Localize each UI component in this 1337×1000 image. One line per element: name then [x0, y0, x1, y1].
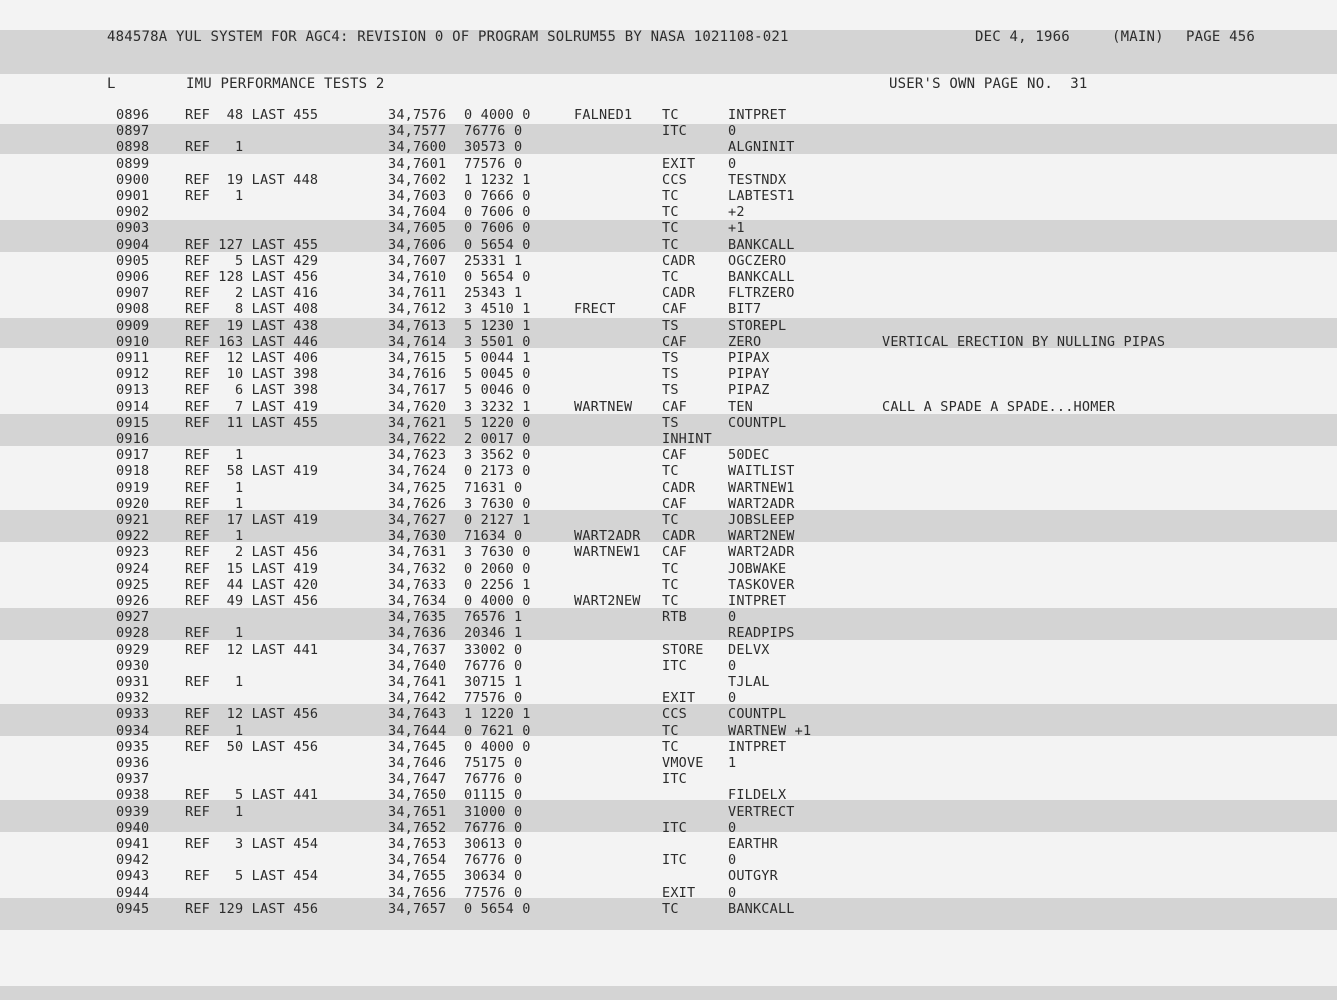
ref-info: REF 1: [185, 803, 244, 820]
ref-info: REF 10 LAST 398: [185, 366, 319, 383]
line-number: 0938: [116, 787, 150, 804]
operand: INTPRET: [728, 738, 787, 755]
operand: TEN: [728, 398, 753, 415]
opcode: TC: [662, 204, 679, 221]
octal-code: 0 4000 0: [464, 738, 531, 755]
ref-info: REF 6 LAST 398: [185, 382, 319, 399]
octal-code: 0 4000 0: [464, 107, 531, 123]
octal-code: 75175 0: [464, 755, 523, 771]
octal-code: 5 0044 1: [464, 350, 531, 366]
line-number: 0907: [116, 285, 150, 302]
opcode: TS: [662, 366, 679, 383]
address: 34,7646: [388, 755, 447, 771]
address: 34,7641: [388, 674, 447, 690]
opcode: EXIT: [662, 155, 696, 172]
line-number: 0941: [116, 836, 150, 852]
opcode: EXIT: [662, 884, 696, 901]
octal-code: 3 3562 0: [464, 447, 531, 464]
listing-section: (MAIN): [1112, 29, 1164, 45]
address: 34,7603: [388, 188, 447, 204]
address: 34,7656: [388, 884, 447, 901]
address: 34,7650: [388, 787, 447, 804]
octal-code: 77576 0: [464, 690, 523, 707]
ref-info: REF 44 LAST 420: [185, 576, 319, 593]
opcode: TS: [662, 350, 679, 366]
octal-code: 0 7621 0: [464, 722, 531, 739]
octal-code: 0 2173 0: [464, 463, 531, 480]
ref-info: REF 11 LAST 455: [185, 414, 319, 431]
line-number: 0928: [116, 625, 150, 642]
opcode: ITC: [662, 852, 687, 869]
line-number: 0915: [116, 414, 150, 431]
operand: INTPRET: [728, 593, 787, 609]
address: 34,7612: [388, 301, 447, 318]
octal-code: 1 1232 1: [464, 171, 531, 188]
line-number: 0914: [116, 398, 150, 415]
address: 34,7644: [388, 722, 447, 739]
opcode: CAF: [662, 544, 687, 561]
octal-code: 30573 0: [464, 139, 523, 156]
line-number: 0911: [116, 350, 150, 366]
ref-info: REF 1: [185, 625, 244, 642]
octal-code: 30634 0: [464, 868, 523, 885]
operand: 0: [728, 657, 737, 674]
operand: FILDELX: [728, 787, 787, 804]
ref-info: REF 163 LAST 446: [185, 333, 319, 350]
section-title: IMU PERFORMANCE TESTS 2: [186, 76, 385, 92]
address: 34,7605: [388, 220, 447, 237]
operand: STOREPL: [728, 317, 787, 334]
octal-code: 5 1220 0: [464, 414, 531, 431]
operand: ALGNINIT: [728, 139, 795, 156]
listing-header: 484578A YUL SYSTEM FOR AGC4: REVISION 0 OF PROGRAM SOLRUM55 BY NASA 1021108-021: [107, 29, 789, 45]
address: 34,7626: [388, 495, 447, 512]
octal-code: 0 4000 0: [464, 593, 531, 609]
address: 34,7614: [388, 333, 447, 350]
octal-code: 3 7630 0: [464, 495, 531, 512]
octal-code: 0 5654 0: [464, 236, 531, 253]
line-number: 0927: [116, 609, 150, 626]
operand: 0: [728, 123, 737, 140]
opcode: TC: [662, 722, 679, 739]
line-number: 0940: [116, 819, 150, 836]
operand: READPIPS: [728, 625, 795, 642]
address: 34,7577: [388, 123, 447, 140]
operand: TESTNDX: [728, 171, 787, 188]
operand: 0: [728, 852, 737, 869]
address: 34,7633: [388, 576, 447, 593]
comment: CALL A SPADE A SPADE...HOMER: [882, 398, 1116, 415]
address: 34,7601: [388, 155, 447, 172]
octal-code: 3 5501 0: [464, 333, 531, 350]
opcode: ITC: [662, 819, 687, 836]
opcode: CCS: [662, 706, 687, 723]
operand: WART2ADR: [728, 495, 795, 512]
line-number: 0943: [116, 868, 150, 885]
octal-code: 20346 1: [464, 625, 523, 642]
ref-info: REF 127 LAST 455: [185, 236, 319, 253]
opcode: ITC: [662, 657, 687, 674]
ref-info: REF 19 LAST 448: [185, 171, 319, 188]
line-number: 0917: [116, 447, 150, 464]
address: 34,7622: [388, 431, 447, 447]
listing-date: DEC 4, 1966: [975, 29, 1070, 45]
address: 34,7613: [388, 317, 447, 334]
ref-info: REF 17 LAST 419: [185, 512, 319, 528]
octal-code: 5 0046 0: [464, 382, 531, 399]
address: 34,7617: [388, 382, 447, 399]
opcode: TC: [662, 269, 679, 285]
opcode: CADR: [662, 252, 696, 269]
octal-code: 2 0017 0: [464, 431, 531, 447]
operand: INTPRET: [728, 107, 787, 123]
operand: COUNTPL: [728, 414, 787, 431]
octal-code: 01115 0: [464, 787, 523, 804]
operand: VERTRECT: [728, 803, 795, 820]
operand: DELVX: [728, 641, 770, 658]
ref-info: REF 5 LAST 429: [185, 252, 319, 269]
line-number: 0931: [116, 674, 150, 690]
line-number: 0897: [116, 123, 150, 140]
octal-code: 33002 0: [464, 641, 523, 658]
opcode: CCS: [662, 171, 687, 188]
address: 34,7602: [388, 171, 447, 188]
address: 34,7632: [388, 560, 447, 577]
opcode: ITC: [662, 771, 687, 788]
line-number: 0901: [116, 188, 150, 204]
ref-info: REF 1: [185, 674, 244, 690]
octal-code: 77576 0: [464, 155, 523, 172]
line-number: 0930: [116, 657, 150, 674]
symbol-label: FRECT: [574, 301, 616, 318]
operand: 0: [728, 609, 737, 626]
address: 34,7652: [388, 819, 447, 836]
ref-info: REF 8 LAST 408: [185, 301, 319, 318]
octal-code: 0 2256 1: [464, 576, 531, 593]
listing-flag: L: [107, 76, 116, 92]
octal-code: 0 7606 0: [464, 204, 531, 221]
operand: JOBSLEEP: [728, 512, 795, 528]
ref-info: REF 129 LAST 456: [185, 900, 319, 917]
line-number: 0932: [116, 690, 150, 707]
users-page-number: USER'S OWN PAGE NO. 31: [889, 76, 1088, 92]
operand: JOBWAKE: [728, 560, 787, 577]
operand: WART2ADR: [728, 544, 795, 561]
octal-code: 0 5654 0: [464, 900, 531, 917]
opcode: EXIT: [662, 690, 696, 707]
operand: PIPAY: [728, 366, 770, 383]
opcode: CAF: [662, 398, 687, 415]
operand: BIT7: [728, 301, 762, 318]
operand: EARTHR: [728, 836, 778, 852]
line-number: 0933: [116, 706, 150, 723]
ref-info: REF 50 LAST 456: [185, 738, 319, 755]
ref-info: REF 19 LAST 438: [185, 317, 319, 334]
operand: +1: [728, 220, 745, 237]
address: 34,7635: [388, 609, 447, 626]
line-number: 0913: [116, 382, 150, 399]
ref-info: REF 2 LAST 416: [185, 285, 319, 302]
octal-code: 71634 0: [464, 528, 523, 545]
opcode: TS: [662, 382, 679, 399]
opcode: VMOVE: [662, 755, 704, 771]
octal-code: 31000 0: [464, 803, 523, 820]
ref-info: REF 12 LAST 456: [185, 706, 319, 723]
ref-info: REF 128 LAST 456: [185, 269, 319, 285]
operand: TASKOVER: [728, 576, 795, 593]
operand: COUNTPL: [728, 706, 787, 723]
line-number: 0909: [116, 317, 150, 334]
address: 34,7647: [388, 771, 447, 788]
line-number: 0936: [116, 755, 150, 771]
line-number: 0919: [116, 479, 150, 496]
line-number: 0918: [116, 463, 150, 480]
line-number: 0904: [116, 236, 150, 253]
ref-info: REF 5 LAST 441: [185, 787, 319, 804]
symbol-label: WARTNEW1: [574, 544, 641, 561]
line-number: 0921: [116, 512, 150, 528]
line-number: 0910: [116, 333, 150, 350]
page-number: PAGE 456: [1186, 29, 1256, 45]
ref-info: REF 1: [185, 528, 244, 545]
ref-info: REF 7 LAST 419: [185, 398, 319, 415]
operand: OUTGYR: [728, 868, 778, 885]
operand: LABTEST1: [728, 188, 795, 204]
ref-info: REF 3 LAST 454: [185, 836, 319, 852]
address: 34,7620: [388, 398, 447, 415]
opcode: INHINT: [662, 431, 712, 447]
address: 34,7576: [388, 107, 447, 123]
operand: WARTNEW1: [728, 479, 795, 496]
opcode: STORE: [662, 641, 704, 658]
symbol-label: FALNED1: [574, 107, 633, 123]
address: 34,7645: [388, 738, 447, 755]
address: 34,7651: [388, 803, 447, 820]
octal-code: 1 1220 1: [464, 706, 531, 723]
ref-info: REF 58 LAST 419: [185, 463, 319, 480]
opcode: CADR: [662, 285, 696, 302]
octal-code: 76776 0: [464, 852, 523, 869]
opcode: TC: [662, 900, 679, 917]
opcode: TC: [662, 236, 679, 253]
operand: BANKCALL: [728, 269, 795, 285]
ref-info: REF 2 LAST 456: [185, 544, 319, 561]
octal-code: 0 7606 0: [464, 220, 531, 237]
address: 34,7653: [388, 836, 447, 852]
octal-code: 76776 0: [464, 123, 523, 140]
operand: 0: [728, 155, 737, 172]
octal-code: 3 7630 0: [464, 544, 531, 561]
line-number: 0939: [116, 803, 150, 820]
octal-code: 0 7666 0: [464, 188, 531, 204]
octal-code: 25331 1: [464, 252, 523, 269]
opcode: TC: [662, 576, 679, 593]
opcode: CAF: [662, 447, 687, 464]
line-number: 0923: [116, 544, 150, 561]
opcode: CADR: [662, 479, 696, 496]
octal-code: 3 3232 1: [464, 398, 531, 415]
octal-code: 5 0045 0: [464, 366, 531, 383]
operand: PIPAZ: [728, 382, 770, 399]
opcode: TS: [662, 317, 679, 334]
operand: FLTRZERO: [728, 285, 795, 302]
line-number: 0935: [116, 738, 150, 755]
octal-code: 3 4510 1: [464, 301, 531, 318]
address: 34,7610: [388, 269, 447, 285]
address: 34,7600: [388, 139, 447, 156]
address: 34,7623: [388, 447, 447, 464]
operand: WARTNEW +1: [728, 722, 812, 739]
ref-info: REF 1: [185, 722, 244, 739]
line-number: 0920: [116, 495, 150, 512]
address: 34,7611: [388, 285, 447, 302]
octal-code: 71631 0: [464, 479, 523, 496]
ref-info: REF 12 LAST 441: [185, 641, 319, 658]
address: 34,7643: [388, 706, 447, 723]
line-number: 0906: [116, 269, 150, 285]
octal-code: 0 2127 1: [464, 512, 531, 528]
ref-info: REF 49 LAST 456: [185, 593, 319, 609]
paper-band: [0, 986, 1337, 1000]
address: 34,7606: [388, 236, 447, 253]
address: 34,7607: [388, 252, 447, 269]
octal-code: 30715 1: [464, 674, 523, 690]
octal-code: 77576 0: [464, 884, 523, 901]
opcode: TC: [662, 593, 679, 609]
ref-info: REF 15 LAST 419: [185, 560, 319, 577]
operand: BANKCALL: [728, 900, 795, 917]
opcode: TC: [662, 107, 679, 123]
line-number: 0896: [116, 107, 150, 123]
line-number: 0926: [116, 593, 150, 609]
operand: 1: [728, 755, 737, 771]
opcode: CADR: [662, 528, 696, 545]
opcode: TC: [662, 188, 679, 204]
address: 34,7616: [388, 366, 447, 383]
operand: WART2NEW: [728, 528, 795, 545]
address: 34,7654: [388, 852, 447, 869]
line-number: 0912: [116, 366, 150, 383]
ref-info: REF 48 LAST 455: [185, 107, 319, 123]
line-number: 0900: [116, 171, 150, 188]
line-number: 0902: [116, 204, 150, 221]
opcode: TC: [662, 463, 679, 480]
line-number: 0924: [116, 560, 150, 577]
opcode: ITC: [662, 123, 687, 140]
line-number: 0922: [116, 528, 150, 545]
octal-code: 0 5654 0: [464, 269, 531, 285]
operand: OGCZERO: [728, 252, 787, 269]
line-number: 0929: [116, 641, 150, 658]
line-number: 0908: [116, 301, 150, 318]
line-number: 0903: [116, 220, 150, 237]
operand: 0: [728, 690, 737, 707]
operand: +2: [728, 204, 745, 221]
operand: 0: [728, 884, 737, 901]
ref-info: REF 1: [185, 479, 244, 496]
operand: WAITLIST: [728, 463, 795, 480]
opcode: CAF: [662, 333, 687, 350]
octal-code: 76776 0: [464, 657, 523, 674]
octal-code: 25343 1: [464, 285, 523, 302]
ref-info: REF 1: [185, 447, 244, 464]
address: 34,7636: [388, 625, 447, 642]
operand: TJLAL: [728, 674, 770, 690]
address: 34,7627: [388, 512, 447, 528]
ref-info: REF 12 LAST 406: [185, 350, 319, 366]
octal-code: 76576 1: [464, 609, 523, 626]
ref-info: REF 1: [185, 495, 244, 512]
symbol-label: WARTNEW: [574, 398, 633, 415]
address: 34,7637: [388, 641, 447, 658]
opcode: CAF: [662, 495, 687, 512]
line-number: 0934: [116, 722, 150, 739]
address: 34,7657: [388, 900, 447, 917]
address: 34,7634: [388, 593, 447, 609]
ref-info: REF 1: [185, 188, 244, 204]
line-number: 0944: [116, 884, 150, 901]
symbol-label: WART2NEW: [574, 593, 641, 609]
address: 34,7655: [388, 868, 447, 885]
octal-code: 76776 0: [464, 819, 523, 836]
opcode: TC: [662, 220, 679, 237]
line-number: 0916: [116, 431, 150, 447]
address: 34,7631: [388, 544, 447, 561]
opcode: TC: [662, 512, 679, 528]
address: 34,7615: [388, 350, 447, 366]
ref-info: REF 5 LAST 454: [185, 868, 319, 885]
line-number: 0942: [116, 852, 150, 869]
operand: ZERO: [728, 333, 762, 350]
address: 34,7625: [388, 479, 447, 496]
operand: 50DEC: [728, 447, 770, 464]
address: 34,7642: [388, 690, 447, 707]
ref-info: REF 1: [185, 139, 244, 156]
address: 34,7630: [388, 528, 447, 545]
line-number: 0899: [116, 155, 150, 172]
line-number: 0945: [116, 900, 150, 917]
operand: BANKCALL: [728, 236, 795, 253]
operand: 0: [728, 819, 737, 836]
comment: VERTICAL ERECTION BY NULLING PIPAS: [882, 333, 1166, 350]
opcode: TC: [662, 738, 679, 755]
operand: PIPAX: [728, 350, 770, 366]
octal-code: 0 2060 0: [464, 560, 531, 577]
opcode: RTB: [662, 609, 687, 626]
opcode: TS: [662, 414, 679, 431]
octal-code: 5 1230 1: [464, 317, 531, 334]
address: 34,7604: [388, 204, 447, 221]
octal-code: 76776 0: [464, 771, 523, 788]
symbol-label: WART2ADR: [574, 528, 641, 545]
address: 34,7640: [388, 657, 447, 674]
octal-code: 30613 0: [464, 836, 523, 852]
opcode: CAF: [662, 301, 687, 318]
line-number: 0937: [116, 771, 150, 788]
opcode: TC: [662, 560, 679, 577]
address: 34,7621: [388, 414, 447, 431]
line-number: 0898: [116, 139, 150, 156]
line-number: 0905: [116, 252, 150, 269]
line-number: 0925: [116, 576, 150, 593]
address: 34,7624: [388, 463, 447, 480]
